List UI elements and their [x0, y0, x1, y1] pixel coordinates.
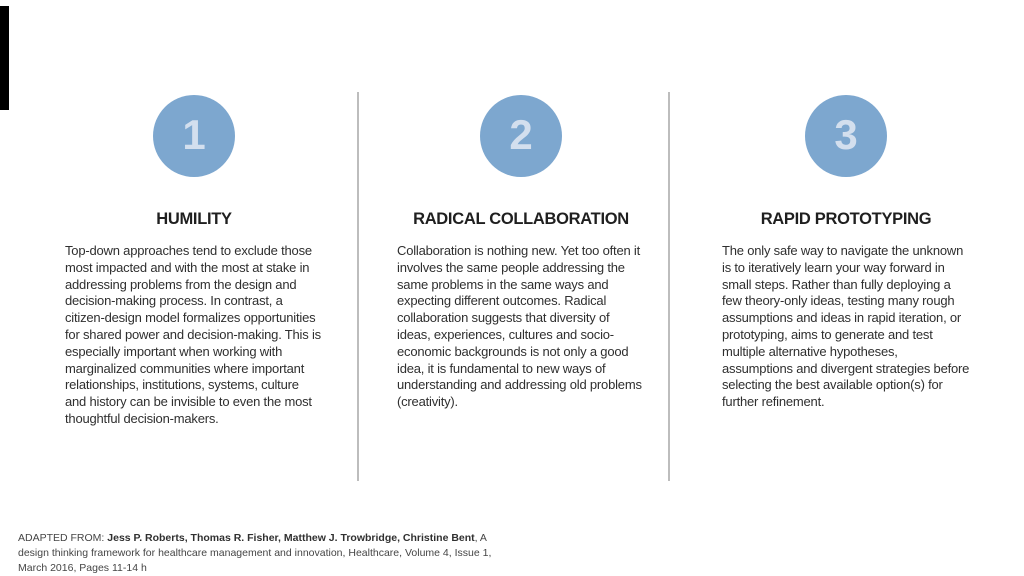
footer-authors: Jess P. Roberts, Thomas R. Fisher, Matthew J. Trowbridge, Christine Bent: [107, 532, 475, 544]
column-1-body: Top-down approaches tend to exclude those most impacted and with the most at stake in addressing problems from the design and decision-making process. In contrast, a citizen-design model formalizes opportunities for shared power and decision-making. This is especially important when working with marginalized communities where important relationships, institutions, systems, culture and history can be invisible to even the most thoughtful decision-makers.: [65, 243, 321, 426]
step-3-number: 3: [834, 111, 858, 158]
step-2-number: 2: [509, 111, 533, 158]
column-humility: [65, 95, 323, 428]
step-3-badge: [805, 95, 887, 177]
column-radical-collaboration: [397, 95, 645, 411]
step-1-badge: [153, 95, 235, 177]
column-2-body: Collaboration is nothing new. Yet too often it involves the same people addressing the same problems in the same ways and expecting different outcomes. Radical collaboration suggests that diversity of ideas, experiences, cultures and socio-economic backgrounds is not only a good idea, it is fundamental to new ways of understanding and addressing old problems (creativity).: [397, 243, 642, 410]
footer-reference: , A design thinking framework for healthcare management and innovation, Healthcare, Volume 4, Issue 1, March 2016, Pages 11-14 h: [18, 532, 492, 574]
column-divider-2: [668, 92, 670, 481]
column-divider-1: [357, 92, 359, 481]
step-2-badge: [480, 95, 562, 177]
left-edge-bar: [0, 6, 9, 110]
footer-prefix: ADAPTED FROM:: [18, 532, 108, 544]
column-rapid-prototyping: [722, 95, 970, 411]
footer-citation: [18, 531, 518, 576]
column-3-heading: RAPID PROTOTYPING: [760, 210, 932, 228]
column-1-heading: HUMILITY: [156, 210, 232, 228]
step-1-number: 1: [182, 111, 206, 158]
column-2-heading: RADICAL COLLABORATION: [413, 210, 629, 228]
column-3-body: The only safe way to navigate the unknown is to iteratively learn your way forward in small steps. Rather than fully deploying a few theory-only ideas, testing many rough assumptions and ideas in rapid iteration, or prototyping, aims to generate and test multiple alternative hypotheses, assumptions and divergent strategies before selecting the best available option(s) for further refinement.: [722, 243, 970, 410]
